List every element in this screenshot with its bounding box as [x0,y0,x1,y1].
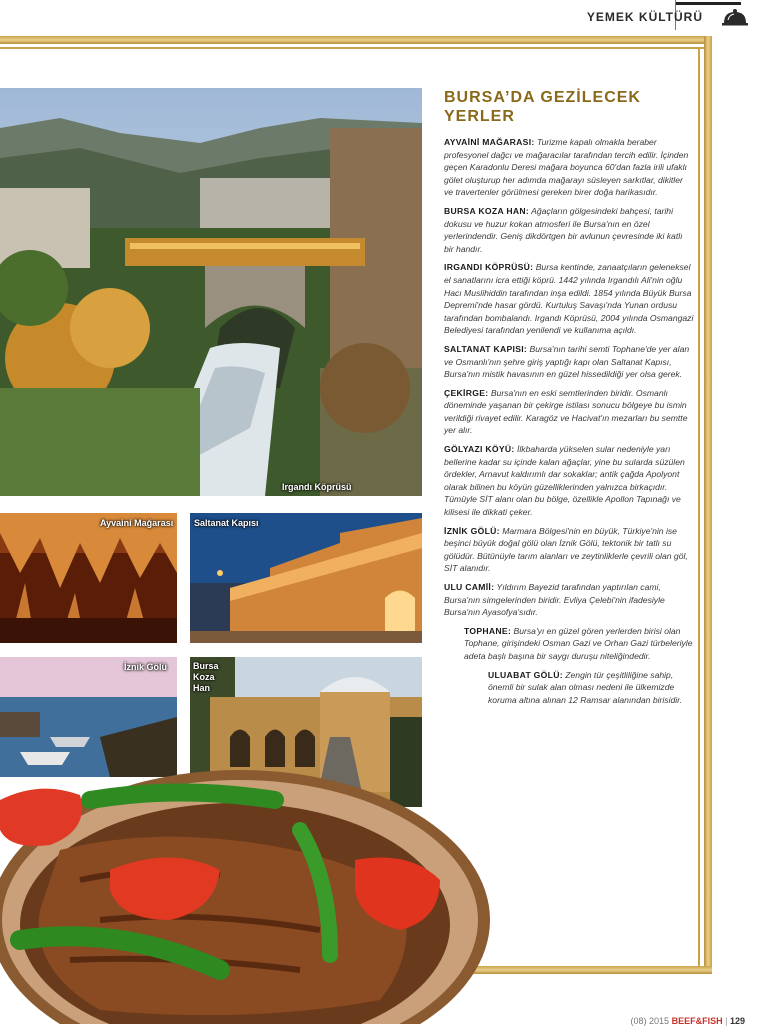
article-column [444,88,694,712]
entry-koza-han [444,205,694,255]
entry-body: Bursa'nın en eski semtlerinden biridir. Osmanlı döneminde yaşanan bir çekirge istilası sonucu bölgeye bu ismin verildiği rivayet edilir. Karagöz ve Hacivat'ın mezarları bu semtte yer alır. [444,387,688,436]
entry-iznik [444,525,694,575]
entry-heading: IRGANDI KÖPRÜSÜ: [444,262,534,273]
entry-ayvaini [444,136,694,199]
page-number: 129 [729,1016,745,1026]
entry-ulu-camii [444,581,694,619]
entry-heading: ULUABAT GÖLÜ: [488,669,563,680]
entry-body: Bursa'yı en güzel gören yerlerden birisi olan Tophane, girişindeki Osman Gazi ve Orhan Gazi türbeleriyle adeta başlı başına bir saygı duruşu niteliğindedir. [464,625,693,661]
food-plate-photo [0,770,490,1024]
entry-body: Bursa kentinde, zanaatçıların geleneksel el sanatlarını icra ettiği köprü. 1442 yılında Irgandılı Ali'nin oğlu Hacı Muslihiddin tarafından inşa edildi. 1854 yılında Büyük Bursa Depremi'nde hasar gördü. Kurtuluş Savaşı'nda Yunan ordusu tarafından bombalandı. Irgandı Köprüsü, 2004 yılında Osmangazi Belediyesi tarafından yenilendi ve kullanıma açıldı. [444,262,694,336]
entry-heading: AYVAİNİ MAĞARASI: [444,137,535,147]
gate-caption: Saltanat Kapısı [194,518,259,528]
entry-heading: ÇEKİRGE: [444,387,489,398]
entry-heading: TOPHANE: [464,625,512,636]
gold-frame-right [704,36,712,974]
entry-golyazi [444,443,694,519]
entry-heading: BURSA KOZA HAN: [444,205,530,216]
han-caption: Bursa Koza Han [193,661,219,693]
gold-frame-top-inner [0,47,706,49]
gold-frame-right-inner [698,47,700,969]
entry-body: Ağaçların gölgesindeki bahçesi, tarihi dokusu ve huzur kokan atmosferi ile Bursa'nın en özel yerlerindendir. Geniş dikdörtgen bir avlunun çevresinde iki katlı bir handır. [444,205,683,254]
article-title: BURSA’DA GEZİLECEK YERLER [444,89,641,125]
gate-photo [190,513,422,643]
entry-uluabat [444,669,694,707]
entry-heading: ULU CAMİİ: [444,582,495,592]
header-top-line [675,2,741,5]
entry-heading: SALTANAT KAPISI: [444,343,528,354]
entry-body: Yıldırım Bayezid tarafından yaptırılan cami, Bursa'nın simgelerinden biridir. Evliya Çelebi'nin ifadesiyle Bursa'nın Ayasofya'sıdır. [444,582,665,618]
lake-caption: İznik Gölü [124,662,168,672]
entry-heading: GÖLYAZI KÖYÜ: [444,444,515,455]
irgandi-bridge-photo [0,88,422,496]
bridge-caption: Irgandı Köprüsü [282,482,352,492]
entry-irgandi [444,261,694,337]
entry-body: Marmara Bölgesi'nin en büyük, Türkiye'nin ise beşinci büyük doğal gölü olan İznik Gölü, tektonik bir tatlı su gölüdür. Bütünüyle tarım alanları ve zeytinliklerle çevrili olan göl, SİT alanıdır. [444,525,688,574]
gold-frame-top [0,36,712,44]
entry-body: Turizme kapalı olmakla beraber profesyonel dağcı ve mağaracılar tarafından tercih edilir. İçinden geçen Karadonlu Deresi mağara boyunca 60'dan fazla irili ufaklı gölet oluşturup her adımda mağarayı süsleyen sarkıtlar, dikitler ve travertenler görülmesi gereken birer doğa harikasıdır. [444,137,689,198]
entry-tophane [444,625,694,663]
section-title: YEMEK KÜLTÜRÜ [586,10,703,24]
entry-body: Zengin tür çeşitliliğine sahip, önemli bir sulak alan olması nedeni ile ülkemizde koruma altına alınan 12 Ramsar alanından birisidir. [488,669,683,705]
issue-date: (08) 2015 [630,1016,670,1026]
entry-body: Bursa'nın tarihi semti Tophane'de yer alan ve Osmanlı'nın şehre giriş yaptığı kapı olan Saltanat Kapısı, Bursa'nın mistik havasının en güzel hissedildiği yer olsa gerek. [444,343,690,380]
cloche-icon [722,8,748,31]
magazine-name: BEEF&FISH [671,1016,723,1026]
entry-body: İlkbaharda yükselen sular nedeniyle yarı bellerine kadar su içinde kalan ağaçlar, yine bu sularda süzülen ördekler, Arnavut kaldırımlı dar sokaklar; antik çağda Apolyont olarak bilinen bu köyün güzelliklerinden yalnızca birkaçıdır. Tümüyle SİT alanı olan bu bölge, özellikle Apollon Tapınağı ve kilisesi ile dikkati çeker. [444,444,685,518]
entry-saltanat [444,343,694,381]
cave-photo [0,513,177,643]
entry-heading: İZNİK GÖLÜ: [444,525,500,536]
lake-photo [0,657,177,777]
entry-cekirge [444,387,694,437]
cave-caption: Ayvaini Mağarası [100,518,174,528]
page-footer: (08) 2015 BEEF&FISH | 129 [630,1016,745,1026]
